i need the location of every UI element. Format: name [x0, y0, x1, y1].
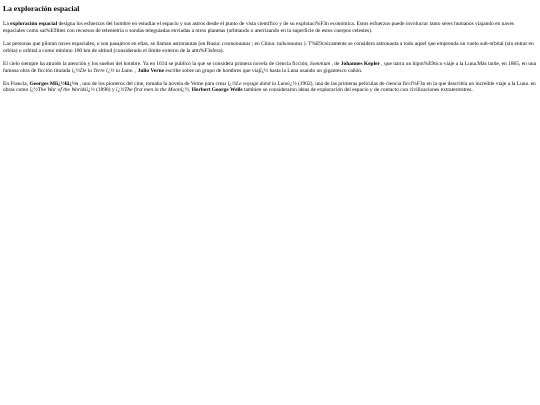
text-run: tambien se consideraron ideas de exploración del espacio y de contacto con civilizaciones extraterrestres.: [242, 87, 473, 94]
text-run: La: [3, 21, 11, 27]
paragraph-history: [3, 61, 537, 74]
text-run: El cielo siempre ha atraido la atención y los sueños del hombre. Ya en 1634 se publicó la que se considera primera novela de ciencia ficción,: [3, 60, 310, 67]
italic-title: ï¿½The first men in the Moonï¿½: [116, 87, 189, 94]
paragraph-astronauts: [3, 41, 537, 54]
paragraph-intro: [3, 21, 537, 34]
text-run: (1902), una de las primeras películas de ciencia ficci%F3n en la que describía un increíble viaje a la Luna. en obras como: [3, 80, 536, 94]
bold-name: Herbert George Wells: [191, 87, 243, 94]
bold-term: exploración espacial: [10, 21, 58, 27]
paragraph-cinema: [3, 81, 537, 94]
text-run: Las personas que pilotan naves espaciales, o son pasajeros en ellas, se llaman astronautas (en Rusia:: [3, 40, 222, 47]
text-run: (1898) y: [94, 87, 117, 94]
bold-name: Georges Miï¿½liï¿½s: [29, 80, 79, 87]
text-run: designa los esfuerzos del hombre en estudiar el espacio y sus astros desde el punto de vista científico y de su explotaci%F3n económica. Estos esfuerzos puede involucrar tanto seres humanos viajando en naves espaciales como sat%E9lites con recursos de telemetría o sondas teleguiadas enviadas a otros planetas (orbitando o aterrizando en la superficie de estos cuerpos celestes).: [3, 21, 515, 34]
text-run: ; en China:: [250, 40, 277, 47]
text-run: ,: [133, 67, 138, 74]
text-run: , que narra un hipot%E9tico viaje a la Luna.Más tarde, en 1865, en una famosa obra de ficción titulada: [3, 60, 537, 74]
italic-title: ï¿½Le voyage dand la Luneï¿½: [227, 80, 297, 87]
text-run: En Francia,: [3, 80, 30, 87]
text-run: ,: [188, 87, 192, 94]
text-run: , uno de los pioneros del cine, tomaba la novela de Verne para crear: [78, 80, 228, 87]
italic-title: Somnium: [309, 60, 331, 67]
italic-term: cosmonautas: [221, 40, 251, 47]
bold-name: Johannes Kepler: [340, 60, 380, 67]
text-run: , de: [330, 60, 341, 67]
text-run: escribe sobre un grupo de hombres que viajï¿½ hasta la Luna usando un gigantesco cañón.: [164, 67, 363, 74]
document-page: [0, 0, 540, 94]
italic-title: ï¿½De la Terre ï¿½ la Lune.: [71, 67, 134, 74]
italic-title: ï¿½The War of the Worldsï¿½: [29, 87, 95, 94]
text-run: ). T%E9cnicamente se considera astronauta a todo aquel que emprenda un vuelo sub-orbital (sin entrar en orbita) u orbital a como mínimo 100 km de altitud (considerado el límite externo de la atm%F3sfera).: [3, 40, 534, 54]
italic-term: taikonautas: [276, 40, 303, 47]
page-title: La exploración espacial: [3, 4, 80, 13]
bold-name: Julio Verne: [137, 67, 165, 74]
